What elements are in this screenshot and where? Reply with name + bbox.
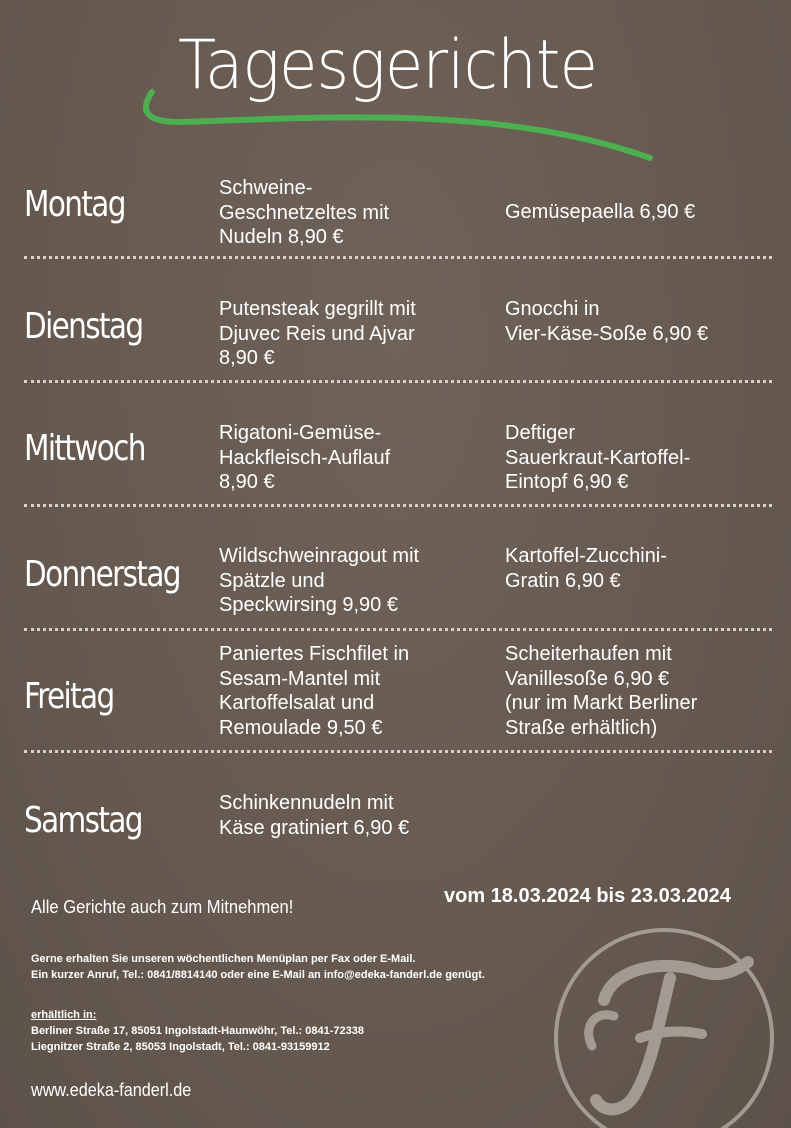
day-label-mittwoch: Mittwoch [24, 428, 145, 469]
info-line-1: Gerne erhalten Sie unseren wöchentlichen Menüplan per Fax oder E-Mail. [31, 953, 416, 965]
store-address-1: Berliner Straße 17, 85051 Ingolstadt-Haunwöhr, Tel.: 0841-72338 [31, 1025, 364, 1037]
info-line-2-suffix: genügt. [442, 969, 485, 981]
fanderl-logo [552, 926, 791, 1128]
separator [24, 380, 772, 383]
dish-freitag-1: Paniertes Fischfilet in Sesam-Mantel mit Kartoffelsalat und Remoulade 9,50 € [219, 643, 410, 739]
day-label-dienstag: Dienstag [24, 306, 143, 347]
dish-dienstag-1: Putensteak gegrillt mit Djuvec Reis und Ajvar 8,90 € [219, 298, 416, 369]
takeaway-note: Alle Gerichte auch zum Mitnehmen! [31, 897, 294, 917]
separator [24, 504, 772, 507]
dish-freitag-2: Scheiterhaufen mit Vanillesoße 6,90 € (nur im Markt Berliner Straße erhältlich) [505, 643, 698, 739]
dish-donnerstag-1: Wildschweinragout mit Spätzle und Speckwirsing 9,90 € [219, 545, 420, 616]
dish-mittwoch-2: Deftiger Sauerkraut-Kartoffel- Eintopf 6,90 € [505, 422, 691, 493]
email-link[interactable]: info@edeka-fanderl.de [323, 969, 443, 981]
page-title: Tagesgerichte [178, 26, 598, 105]
dish-montag-1: Schweine- Geschnetzeltes mit Nudeln 8,90 € [219, 177, 390, 248]
dish-montag-2: Gemüsepaella 6,90 € [505, 201, 696, 223]
website-link[interactable]: www.edeka-fanderl.de [31, 1080, 192, 1100]
dish-donnerstag-2: Kartoffel-Zucchini- Gratin 6,90 € [505, 545, 667, 592]
availability-heading-text: erhältlich in: [31, 1009, 97, 1021]
dish-samstag-1: Schinkennudeln mit Käse gratiniert 6,90 € [219, 792, 410, 839]
availability-heading [31, 1007, 96, 1023]
day-label-montag: Montag [24, 184, 125, 225]
info-line-2-prefix: Ein kurzer Anruf, Tel.: 0841/8814140 oder eine E-Mail an [31, 969, 324, 981]
title-underline [140, 88, 660, 168]
store-address-2: Liegnitzer Straße 2, 85053 Ingolstadt, Tel.: 0841-93159912 [31, 1041, 330, 1053]
day-label-freitag: Freitag [24, 676, 114, 717]
separator [24, 628, 772, 631]
day-label-samstag: Samstag [24, 800, 142, 841]
day-label-donnerstag: Donnerstag [24, 554, 180, 595]
info-line-2 [31, 967, 485, 983]
dish-dienstag-2: Gnocchi in Vier-Käse-Soße 6,90 € [505, 298, 709, 345]
date-range: vom 18.03.2024 bis 23.03.2024 [444, 885, 731, 907]
separator [24, 256, 772, 259]
dish-mittwoch-1: Rigatoni-Gemüse- Hackfleisch-Auflauf 8,90 € [219, 422, 391, 493]
separator [24, 750, 772, 753]
